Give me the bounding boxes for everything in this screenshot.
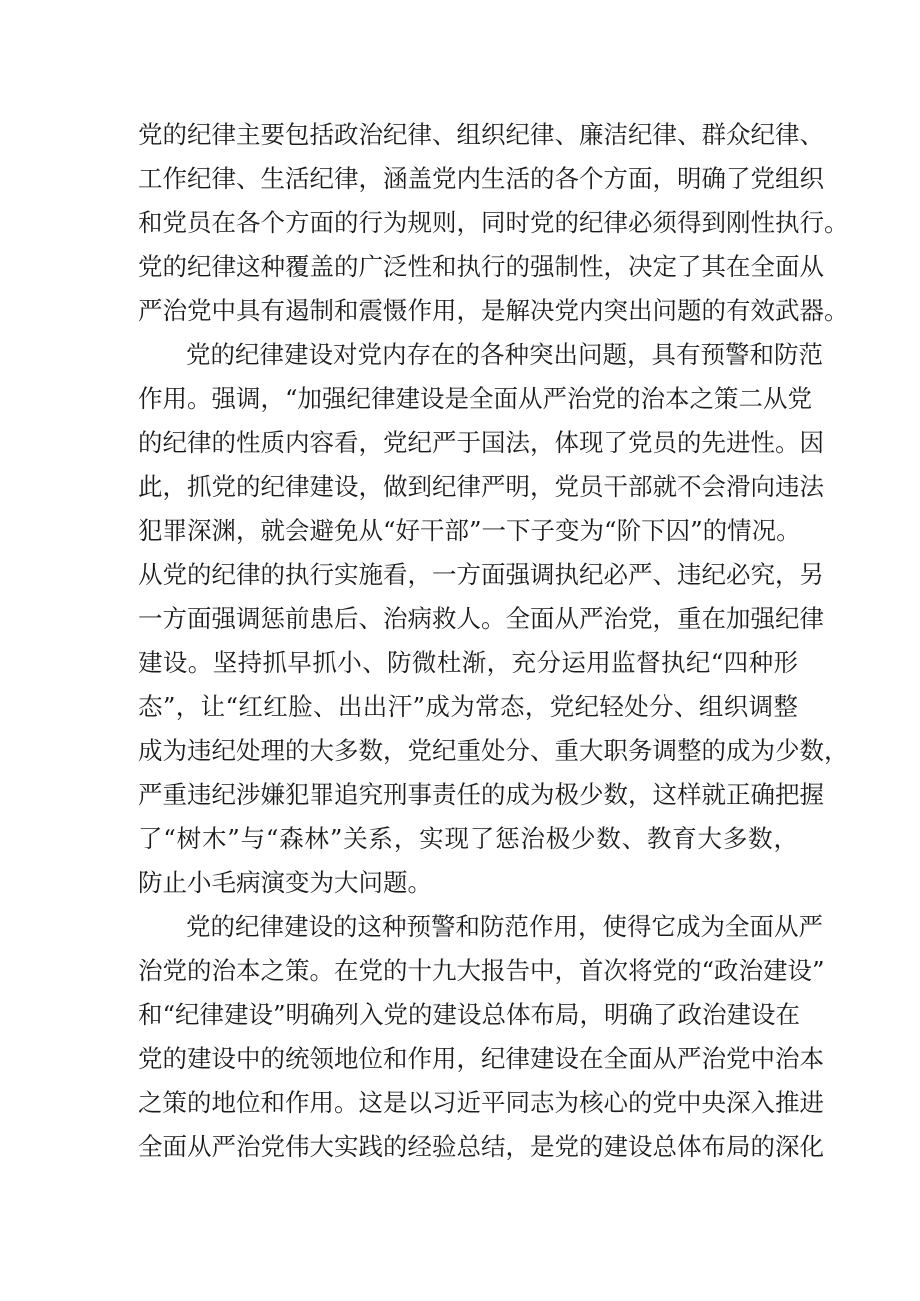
text-line: 了“树木”与“森林”关系，实现了惩治极少数、教育大多数， bbox=[138, 824, 798, 853]
text-line: 工作纪律、生活纪律，涵盖党内生活的各个方面，明确了党组织 bbox=[138, 164, 824, 193]
text-line: 此，抓党的纪律建设，做到纪律严明，党员干部就不会滑向违法 bbox=[138, 472, 824, 501]
text-line: 成为违纪处理的大多数，党纪重处分、重大职务调整的成为少数， bbox=[138, 736, 849, 765]
text-line: 犯罪深渊，就会避免从“好干部”一下子变为“阶下囚”的情况。 bbox=[138, 516, 801, 545]
text-line: 之策的地位和作用。这是以习近平同志为核心的党中央深入推进 bbox=[138, 1088, 824, 1117]
text-line: 党的建设中的统领地位和作用，纪律建设在全面从严治党中治本 bbox=[138, 1044, 824, 1073]
text-line: 作用。强调，“加强纪律建设是全面从严治党的治本之策二从党 bbox=[138, 384, 813, 413]
paragraph-first-line: 党的纪律建设对党内存在的各种突出问题，具有预警和防范 bbox=[186, 340, 823, 369]
text-line: 和“纪律建设”明确列入党的建设总体布局，明确了政治建设在 bbox=[138, 1000, 801, 1029]
text-line: 和党员在各个方面的行为规则，同时党的纪律必须得到刚性执行。 bbox=[138, 208, 849, 237]
text-line: 严治党中具有遏制和震慑作用，是解决党内突出问题的有效武器。 bbox=[138, 296, 849, 325]
text-line: 党的纪律这种覆盖的广泛性和执行的强制性，决定了其在全面从 bbox=[138, 252, 824, 281]
text-line: 全面从严治党伟大实践的经验总结，是党的建设总体布局的深化 bbox=[138, 1132, 824, 1161]
text-line: 严重违纪涉嫌犯罪追究刑事责任的成为极少数，这样就正确把握 bbox=[138, 780, 824, 809]
text-line: 建设。坚持抓早抓小、防微杜渐，充分运用监督执纪“四种形 bbox=[138, 648, 798, 677]
text-line: 态”，让“红红脸、出出汗”成为常态，党纪轻处分、组织调整 bbox=[138, 692, 798, 721]
text-line: 从党的纪律的执行实施看，一方面强调执纪必严、违纪必究，另 bbox=[138, 560, 824, 589]
paragraph-last-line: 防止小毛病演变为大问题。 bbox=[138, 868, 432, 897]
text-line: 治党的治本之策。在党的十九大报告中，首次将党的“政治建设” bbox=[138, 956, 825, 985]
paragraph-first-line: 党的纪律建设的这种预警和防范作用，使得它成为全面从严 bbox=[186, 912, 823, 941]
text-line: 的纪律的性质内容看，党纪严于国法，体现了党员的先进性。因 bbox=[138, 428, 824, 457]
text-line: 党的纪律主要包括政治纪律、组织纪律、廉洁纪律、群众纪律、 bbox=[138, 120, 824, 149]
text-line: 一方面强调惩前患后、治病救人。全面从严治党，重在加强纪律 bbox=[138, 604, 824, 633]
